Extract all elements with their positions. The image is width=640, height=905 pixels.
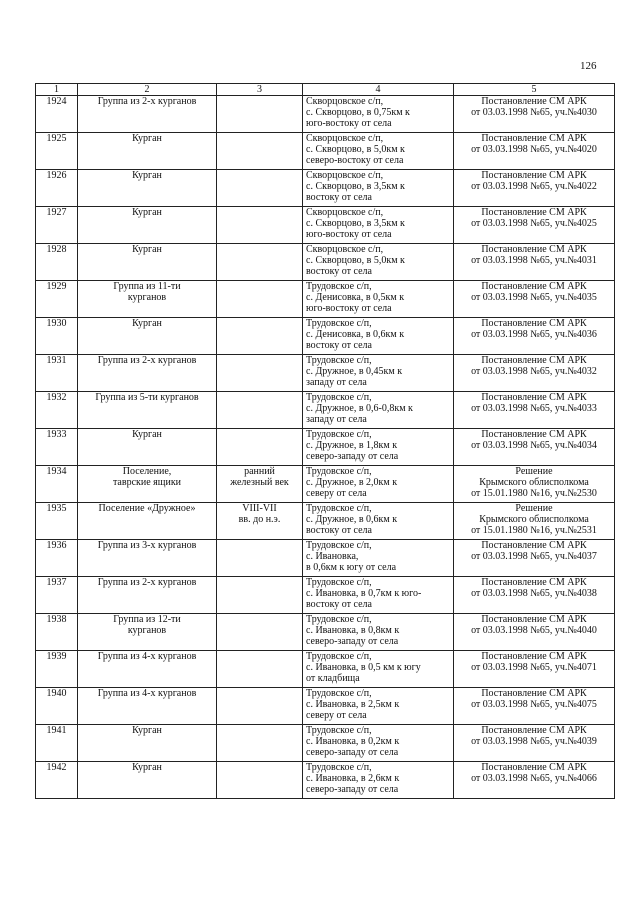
location-cell: Скворцовское с/п, с. Скворцово, в 3,5км к востоку от села xyxy=(303,170,454,207)
location-cell: Трудовское с/п, с. Ивановка, в 2,6км к северо-западу от села xyxy=(303,762,454,799)
dating-cell xyxy=(217,281,303,318)
location-cell: Трудовское с/п, с. Денисовка, в 0,6км к востоку от села xyxy=(303,318,454,355)
location-cell: Трудовское с/п, с. Дружное, в 2,0км к северу от села xyxy=(303,466,454,503)
dating-cell xyxy=(217,170,303,207)
row-number-cell: 1924 xyxy=(36,96,78,133)
row-number-cell: 1937 xyxy=(36,577,78,614)
dating-cell xyxy=(217,762,303,799)
object-name-cell: Группа из 11-ти курганов xyxy=(78,281,217,318)
document-cell: Постановление СМ АРК от 03.03.1998 №65, уч.№4040 xyxy=(454,614,615,651)
document-cell: Постановление СМ АРК от 03.03.1998 №65, уч.№4022 xyxy=(454,170,615,207)
document-cell: Постановление СМ АРК от 03.03.1998 №65, уч.№4071 xyxy=(454,651,615,688)
object-name-cell: Группа из 12-ти курганов xyxy=(78,614,217,651)
document-cell: Постановление СМ АРК от 03.03.1998 №65, уч.№4034 xyxy=(454,429,615,466)
object-name-cell: Курган xyxy=(78,207,217,244)
row-number-cell: 1942 xyxy=(36,762,78,799)
object-name-cell: Поселение «Дружное» xyxy=(78,503,217,540)
object-name-cell: Группа из 2-х курганов xyxy=(78,96,217,133)
document-cell: Постановление СМ АРК от 03.03.1998 №65, уч.№4030 xyxy=(454,96,615,133)
table-row xyxy=(36,762,615,799)
object-name-cell: Курган xyxy=(78,725,217,762)
header-cell: 4 xyxy=(303,84,454,96)
location-cell: Скворцовское с/п, с. Скворцово, в 3,5км к юго-востоку от села xyxy=(303,207,454,244)
location-cell: Трудовское с/п, с. Ивановка, в 0,2км к северо-западу от села xyxy=(303,725,454,762)
object-name-cell: Группа из 5-ти курганов xyxy=(78,392,217,429)
row-number-cell: 1928 xyxy=(36,244,78,281)
page-number: 126 xyxy=(580,60,597,72)
table-row xyxy=(36,133,615,170)
object-name-cell: Курган xyxy=(78,170,217,207)
row-number-cell: 1940 xyxy=(36,688,78,725)
dating-cell xyxy=(217,688,303,725)
row-number-cell: 1932 xyxy=(36,392,78,429)
document-cell: Постановление СМ АРК от 03.03.1998 №65, уч.№4035 xyxy=(454,281,615,318)
table-header-row xyxy=(36,84,615,96)
table-row xyxy=(36,540,615,577)
table-row xyxy=(36,207,615,244)
object-name-cell: Курган xyxy=(78,429,217,466)
document-cell: Решение Крымского облисполкома от 15.01.1980 №16, уч.№2530 xyxy=(454,466,615,503)
object-name-cell: Поселение, таврские ящики xyxy=(78,466,217,503)
dating-cell xyxy=(217,725,303,762)
dating-cell xyxy=(217,96,303,133)
location-cell: Трудовское с/п, с. Дружное, в 0,45км к западу от села xyxy=(303,355,454,392)
dating-cell xyxy=(217,392,303,429)
dating-cell xyxy=(217,133,303,170)
document-cell: Постановление СМ АРК от 03.03.1998 №65, уч.№4031 xyxy=(454,244,615,281)
location-cell: Скворцовское с/п, с. Скворцово, в 0,75км к юго-востоку от села xyxy=(303,96,454,133)
header-cell: 1 xyxy=(36,84,78,96)
header-cell: 3 xyxy=(217,84,303,96)
location-cell: Трудовское с/п, с. Денисовка, в 0,5км к юго-востоку от села xyxy=(303,281,454,318)
location-cell: Трудовское с/п, с. Дружное, в 0,6км к востоку от села xyxy=(303,503,454,540)
object-name-cell: Курган xyxy=(78,244,217,281)
dating-cell xyxy=(217,651,303,688)
object-name-cell: Группа из 2-х курганов xyxy=(78,355,217,392)
document-cell: Постановление СМ АРК от 03.03.1998 №65, уч.№4036 xyxy=(454,318,615,355)
object-name-cell: Группа из 4-х курганов xyxy=(78,688,217,725)
row-number-cell: 1934 xyxy=(36,466,78,503)
location-cell: Трудовское с/п, с. Дружное, в 1,8км к северо-западу от села xyxy=(303,429,454,466)
table-row xyxy=(36,170,615,207)
object-name-cell: Группа из 4-х курганов xyxy=(78,651,217,688)
row-number-cell: 1941 xyxy=(36,725,78,762)
location-cell: Трудовское с/п, с. Ивановка, в 0,6км к югу от села xyxy=(303,540,454,577)
document-cell: Решение Крымского облисполкома от 15.01.1980 №16, уч.№2531 xyxy=(454,503,615,540)
dating-cell xyxy=(217,614,303,651)
object-name-cell: Группа из 3-х курганов xyxy=(78,540,217,577)
row-number-cell: 1939 xyxy=(36,651,78,688)
dating-cell xyxy=(217,429,303,466)
row-number-cell: 1933 xyxy=(36,429,78,466)
header-cell: 5 xyxy=(454,84,615,96)
document-cell: Постановление СМ АРК от 03.03.1998 №65, уч.№4039 xyxy=(454,725,615,762)
table-row xyxy=(36,577,615,614)
document-cell: Постановление СМ АРК от 03.03.1998 №65, уч.№4066 xyxy=(454,762,615,799)
location-cell: Скворцовское с/п, с. Скворцово, в 5,0км к северо-востоку от села xyxy=(303,133,454,170)
row-number-cell: 1935 xyxy=(36,503,78,540)
table-row xyxy=(36,651,615,688)
dating-cell xyxy=(217,207,303,244)
row-number-cell: 1936 xyxy=(36,540,78,577)
row-number-cell: 1925 xyxy=(36,133,78,170)
table-row xyxy=(36,688,615,725)
dating-cell xyxy=(217,577,303,614)
document-cell: Постановление СМ АРК от 03.03.1998 №65, уч.№4038 xyxy=(454,577,615,614)
row-number-cell: 1929 xyxy=(36,281,78,318)
dating-cell: ранний железный век xyxy=(217,466,303,503)
table-row xyxy=(36,244,615,281)
document-cell: Постановление СМ АРК от 03.03.1998 №65, уч.№4032 xyxy=(454,355,615,392)
document-cell: Постановление СМ АРК от 03.03.1998 №65, уч.№4025 xyxy=(454,207,615,244)
dating-cell xyxy=(217,355,303,392)
monuments-table xyxy=(35,83,615,799)
table-row xyxy=(36,466,615,503)
row-number-cell: 1930 xyxy=(36,318,78,355)
table-row xyxy=(36,429,615,466)
document-cell: Постановление СМ АРК от 03.03.1998 №65, уч.№4037 xyxy=(454,540,615,577)
location-cell: Трудовское с/п, с. Ивановка, в 0,5 км к югу от кладбища xyxy=(303,651,454,688)
dating-cell xyxy=(217,244,303,281)
document-cell: Постановление СМ АРК от 03.03.1998 №65, уч.№4033 xyxy=(454,392,615,429)
row-number-cell: 1931 xyxy=(36,355,78,392)
dating-cell xyxy=(217,318,303,355)
document-cell: Постановление СМ АРК от 03.03.1998 №65, уч.№4075 xyxy=(454,688,615,725)
dating-cell xyxy=(217,540,303,577)
table-row xyxy=(36,318,615,355)
table-row xyxy=(36,355,615,392)
row-number-cell: 1927 xyxy=(36,207,78,244)
object-name-cell: Курган xyxy=(78,762,217,799)
location-cell: Трудовское с/п, с. Ивановка, в 0,7км к юго- востоку от села xyxy=(303,577,454,614)
table-row xyxy=(36,614,615,651)
location-cell: Скворцовское с/п, с. Скворцово, в 5,0км к востоку от села xyxy=(303,244,454,281)
table-row xyxy=(36,503,615,540)
row-number-cell: 1938 xyxy=(36,614,78,651)
table-row xyxy=(36,281,615,318)
table-row xyxy=(36,725,615,762)
dating-cell: VIII-VII вв. до н.э. xyxy=(217,503,303,540)
row-number-cell: 1926 xyxy=(36,170,78,207)
location-cell: Трудовское с/п, с. Ивановка, в 0,8км к северо-западу от села xyxy=(303,614,454,651)
object-name-cell: Курган xyxy=(78,318,217,355)
header-cell: 2 xyxy=(78,84,217,96)
location-cell: Трудовское с/п, с. Дружное, в 0,6-0,8км к западу от села xyxy=(303,392,454,429)
table-row xyxy=(36,96,615,133)
document-cell: Постановление СМ АРК от 03.03.1998 №65, уч.№4020 xyxy=(454,133,615,170)
object-name-cell: Группа из 2-х курганов xyxy=(78,577,217,614)
table-row xyxy=(36,392,615,429)
object-name-cell: Курган xyxy=(78,133,217,170)
location-cell: Трудовское с/п, с. Ивановка, в 2,5км к северу от села xyxy=(303,688,454,725)
